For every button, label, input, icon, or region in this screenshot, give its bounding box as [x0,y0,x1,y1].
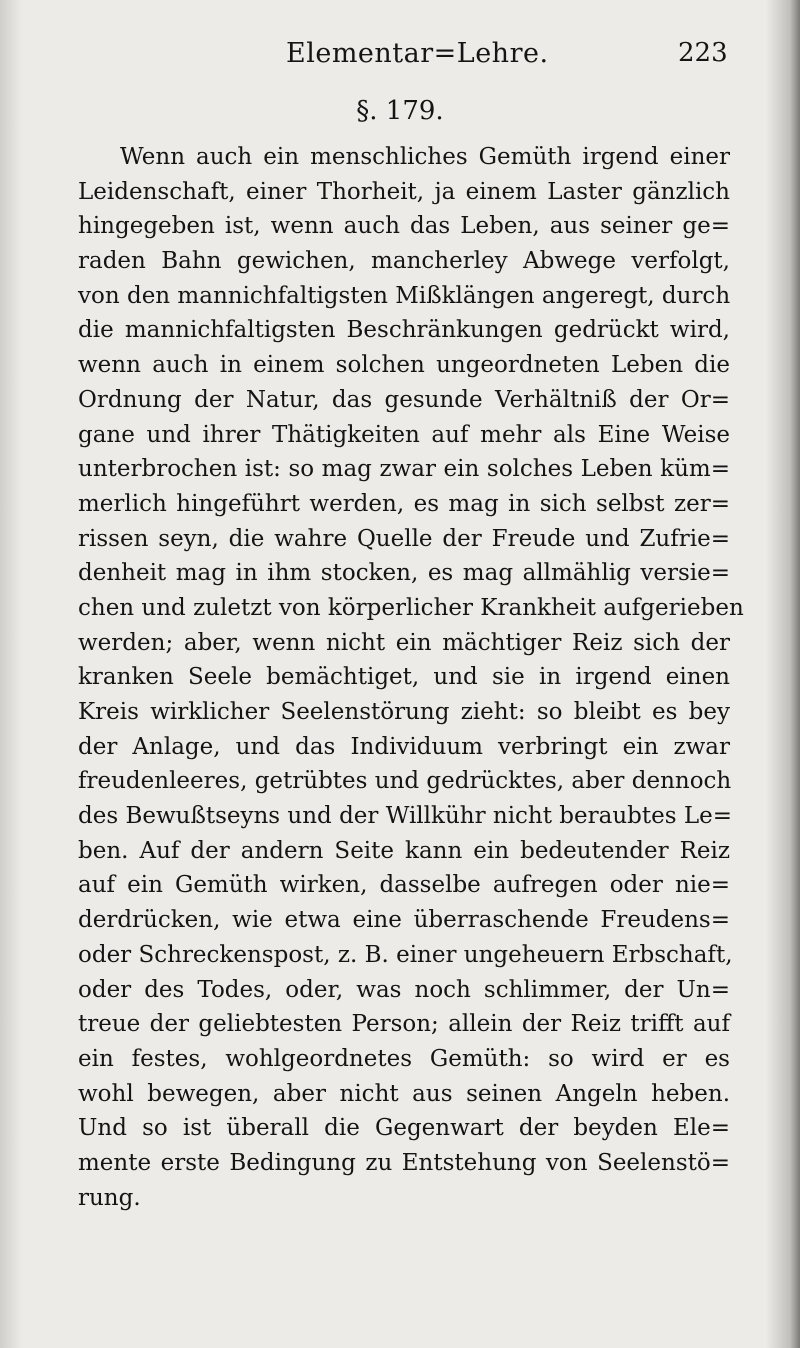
running-title: Elementar=Lehre. [286,38,549,69]
text-line: werden; aber, wenn nicht ein mächtiger Reiz sich der [78,629,730,656]
text-line: von den mannichfaltigsten Mißklängen angeregt, durch [78,282,731,309]
page-left-shadow [0,0,22,1348]
page-right-shadow [766,0,800,1348]
text-line: auf ein Gemüth wirken, dasselbe aufregen oder nie= [78,872,730,899]
text-line: hingegeben ist, wenn auch das Leben, aus seiner ge= [78,213,730,240]
text-line: rung. [78,1184,141,1211]
section-heading: §. 179. [356,96,444,126]
text-line: wenn auch in einem solchen ungeordneten Leben die [78,352,730,379]
text-line: derdrücken, wie etwa eine überraschende Freudens= [78,907,730,934]
text-line: oder des Todes, oder, was noch schlimmer, der Un= [78,976,730,1003]
text-line: rissen seyn, die wahre Quelle der Freude und Zufrie= [78,525,730,552]
text-line: Kreis wirklicher Seelenstörung zieht: so bleibt es bey [78,699,730,725]
page-number: 223 [678,38,728,68]
text-line: gane und ihrer Thätigkeiten auf mehr als Eine Weise [78,421,730,448]
text-line: Ordnung der Natur, das gesunde Verhältniß der Or= [78,386,730,413]
text-line: Wenn auch ein menschliches Gemüth irgend einer [120,144,730,170]
text-line: merlich hingeführt werden, es mag in sich selbst zer= [78,490,730,517]
text-line: wohl bewegen, aber nicht aus seinen Angeln heben. [78,1080,730,1107]
text-line: mente erste Bedingung zu Entstehung von Seelenstö= [78,1149,730,1176]
text-line: Leidenschaft, einer Thorheit, ja einem Laster gänzlich [78,178,730,205]
text-line: ben. Auf der andern Seite kann ein bedeutender Reiz [78,837,730,864]
body-paragraph [78,140,744,1215]
text-line: treue der geliebtesten Person; allein der Reiz trifft auf [78,1011,730,1038]
text-line: die mannichfaltigsten Beschränkungen gedrückt wird, [78,317,730,344]
text-line: freudenleeres, getrübtes und gedrücktes, aber dennoch [78,768,732,795]
text-line: kranken Seele bemächtiget, und sie in irgend einen [78,664,730,691]
text-line: oder Schreckenspost, z. B. einer ungeheuern Erbschaft, [78,941,733,968]
page-header [0,34,800,74]
text-line: raden Bahn gewichen, mancherley Abwege verfolgt, [78,248,730,275]
text-line: ein festes, wohlgeordnetes Gemüth: so wird er es [78,1045,730,1072]
text-line: unterbrochen ist: so mag zwar ein solches Leben küm= [78,456,730,483]
text-line: Und so ist überall die Gegenwart der beyden Ele= [78,1115,730,1142]
text-line: der Anlage, und das Individuum verbringt ein zwar [78,733,730,760]
text-line: denheit mag in ihm stocken, es mag allmählig versie= [78,560,730,587]
text-line: chen und zuletzt von körperlicher Krankheit aufgerieben [78,594,744,621]
text-line: des Bewußtseyns und der Willkühr nicht beraubtes Le= [78,803,732,830]
